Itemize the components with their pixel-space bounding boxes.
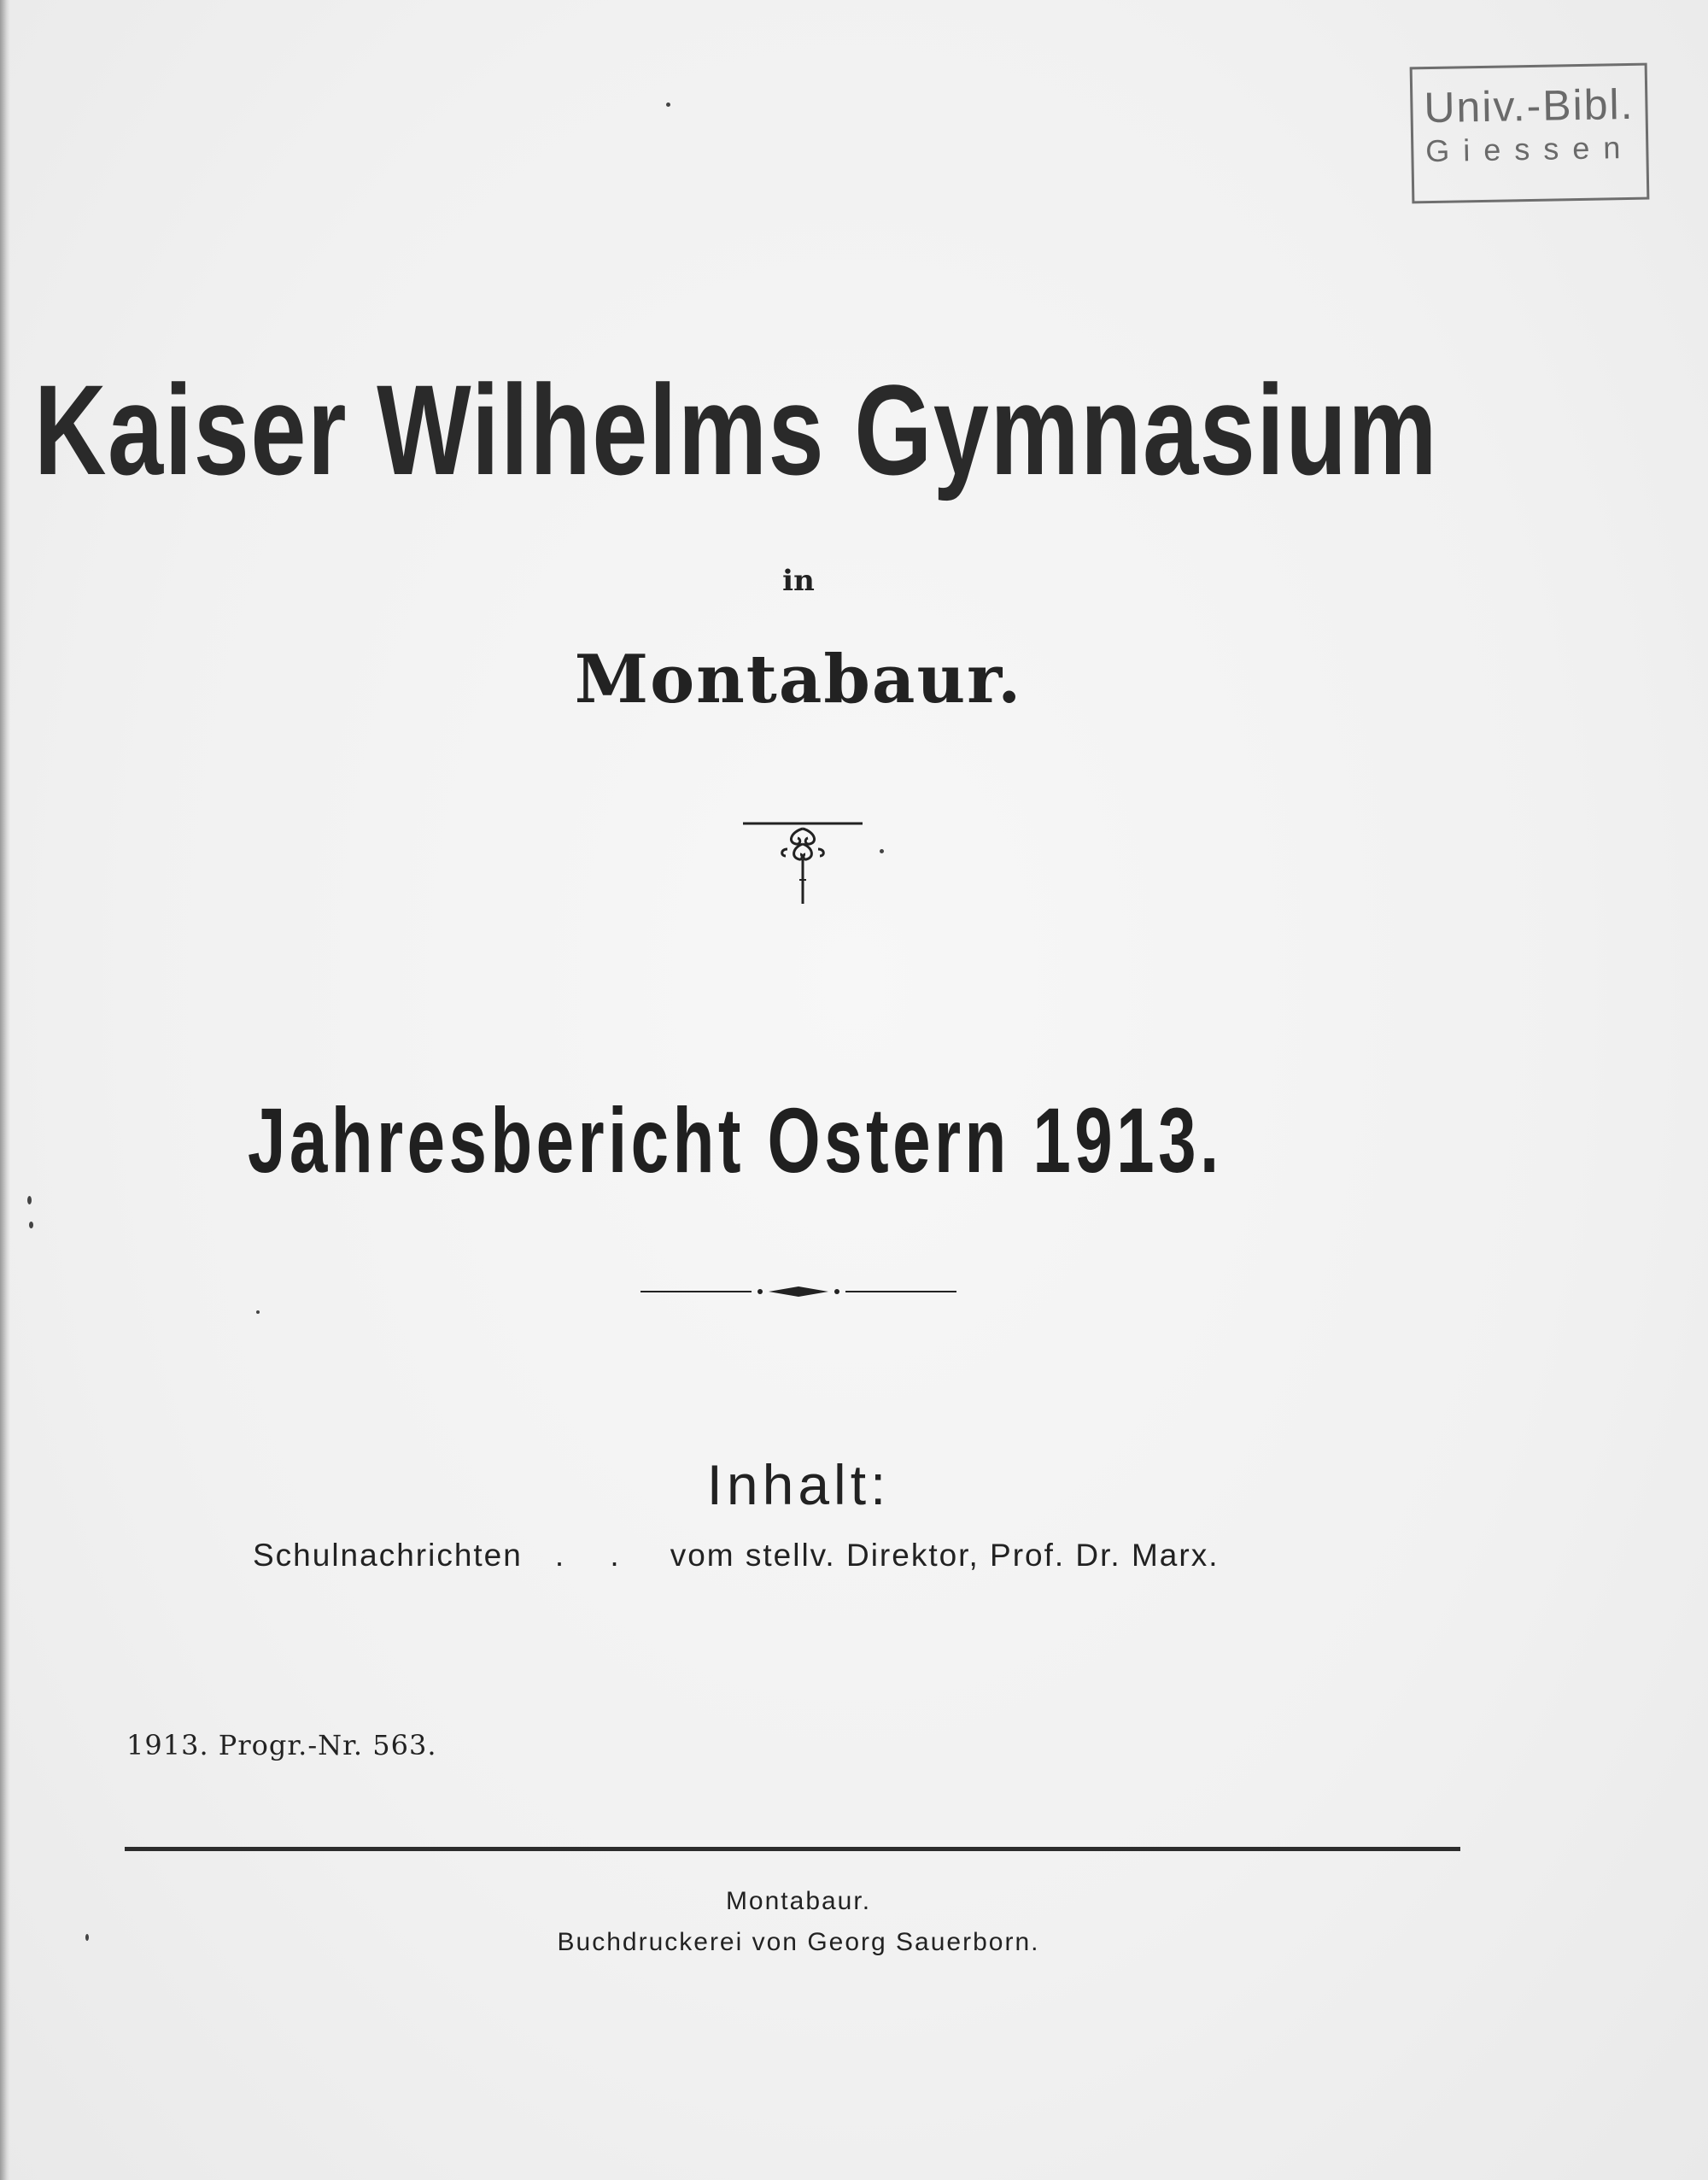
library-stamp [1410,63,1650,204]
page-edge-shadow [0,0,10,2180]
contents-entry [253,1538,1619,1573]
report-title: Jahresbericht Ostern 1913. [248,1088,1223,1192]
paper-speck [666,103,670,107]
paper-speck [27,1196,32,1204]
stamp-line-1: Univ.-Bibl. [1423,79,1635,132]
school-title: Kaiser Wilhelms Gymnasium [34,358,1439,501]
contents-entry-author: vom stellv. Direktor, Prof. Dr. Marx. [670,1538,1220,1573]
paper-speck [85,1934,89,1941]
contents-heading: Inhalt: [706,1453,891,1516]
program-number: 1913. Progr.-Nr. 563. [126,1729,437,1761]
paper-speck [256,1310,260,1314]
contents-entry-leader: . . [554,1538,638,1573]
contents-entry-title: Schulnachrichten [253,1538,523,1573]
paper-speck [880,849,884,853]
stamp-line-2: Giessen [1424,129,1635,169]
divider-ornament-icon [640,1281,956,1302]
city-name: Montabaur. [574,641,1023,718]
paper-speck [29,1222,33,1228]
imprint-place: Montabaur. [725,1887,872,1915]
ornament-icon [743,820,863,914]
imprint-printer: Buchdruckerei von Georg Sauerborn. [557,1928,1040,1956]
title-connector: in [782,564,815,598]
imprint [0,1881,1597,1963]
horizontal-rule [125,1847,1460,1851]
